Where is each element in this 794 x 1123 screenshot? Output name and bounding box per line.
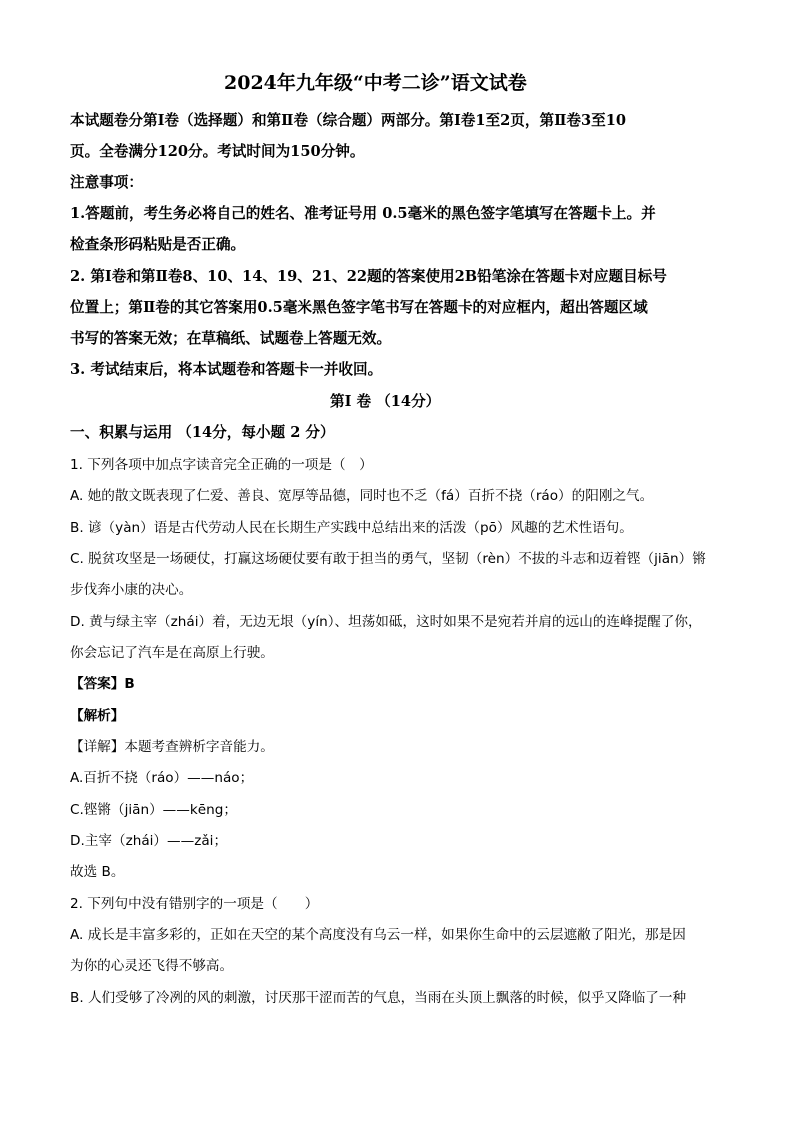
notice-line: 1.答题前，考生务必将自己的姓名、准考证号用 0.5毫米的黑色签字笔填写在答题卡上。并 (70, 205, 656, 222)
question-2-stem: 2. 下列句中没有错别字的一项是（ ） (70, 896, 319, 912)
intro-line: 本试题卷分第Ⅰ卷（选择题）和第Ⅱ卷（综合题）两部分。第Ⅰ卷1至2页，第Ⅱ卷3至10 (70, 112, 627, 129)
correction-line: A.百折不挠（ráo）——náo； (70, 770, 254, 786)
detail-line: 【详解】本题考查辨析字音能力。 (70, 739, 274, 755)
page-title: 2024年九年级“中考二诊”语文试卷 (224, 72, 527, 94)
question-1-option: 步伐奔小康的决心。 (70, 582, 193, 598)
answer-label: 【答案】B (70, 676, 135, 692)
intro-line: 页。全卷满分120分。考试时间为150分钟。 (70, 143, 365, 160)
question-1-option: D. 黄与绿主宰（zhái）着，无边无垠（yín）、坦荡如砥，这时如果不是宛若并肩的远山的连峰提醒了你， (70, 614, 702, 630)
notice-heading: 注意事项： (70, 174, 143, 191)
question-1-stem: 1. 下列各项中加点字读音完全正确的一项是（ ） (70, 457, 373, 473)
section-heading: 一、积累与运用 （14分，每小题 2 分） (70, 424, 335, 441)
correction-line: D.主宰（zhái）——zǎi； (70, 833, 228, 849)
notice-line: 3. 考试结束后，将本试题卷和答题卡一并收回。 (70, 361, 383, 378)
correction-line: C.铿锵（jiān）——kēng； (70, 802, 237, 818)
notice-line: 检查条形码粘贴是否正确。 (70, 236, 246, 253)
question-2-option: A. 成长是丰富多彩的，正如在天空的某个高度没有乌云一样，如果你生命中的云层遮敝了阳光，那是因 (70, 927, 686, 943)
question-2-option: 为你的心灵还飞得不够高。 (70, 958, 234, 974)
conclusion-line: 故选 B。 (70, 864, 125, 880)
analysis-label: 【解析】 (70, 708, 125, 724)
question-2-option: B. 人们受够了冷冽的风的刺激，讨厌那干涩而苦的气息，当雨在头顶上飘落的时候，似乎又降临了一种 (70, 990, 687, 1006)
question-1-option: A. 她的散文既表现了仁爱、善良、宽厚等品德，同时也不乏（fá）百折不挠（ráo）的阳刚之气。 (70, 488, 654, 504)
notice-line: 位置上；第Ⅱ卷的其它答案用0.5毫米黑色签字笔书写在答题卡的对应框内，超出答题区域 (70, 299, 648, 316)
question-1-option: 你会忘记了汽车是在高原上行驶。 (70, 645, 274, 661)
part-heading: 第Ⅰ 卷 （14分） (330, 393, 441, 410)
question-1-option: B. 谚（yàn）语是古代劳动人民在长期生产实践中总结出来的活泼（pō）风趣的艺术性语句。 (70, 520, 633, 536)
question-1-option: C. 脱贫攻坚是一场硬仗，打赢这场硬仗要有敢于担当的勇气，坚韧（rèn）不拔的斗志和迈着铿（jiān）锵 (70, 551, 706, 567)
notice-line: 书写的答案无效；在草稿纸、试题卷上答题无效。 (70, 330, 392, 347)
notice-line: 2. 第Ⅰ卷和第Ⅱ卷8、10、14、19、21、22题的答案使用2B铅笔涂在答题卡对应题目标号 (70, 268, 667, 285)
